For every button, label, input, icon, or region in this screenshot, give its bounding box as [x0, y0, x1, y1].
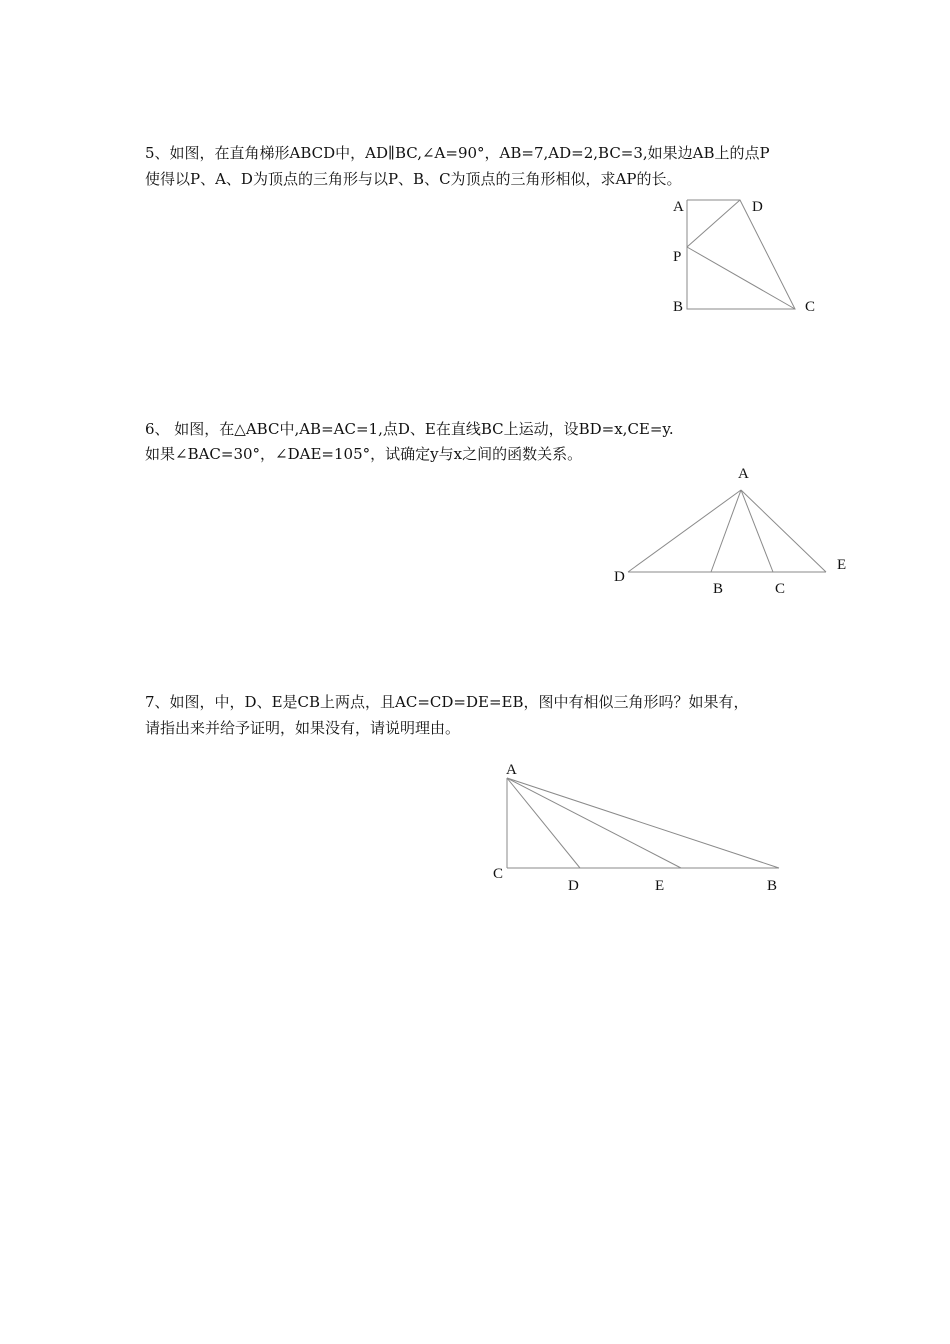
segment-AC — [741, 490, 773, 572]
fig6-label-E: E — [837, 557, 847, 573]
fig7-label-C: C — [493, 866, 504, 882]
problem-5-line-1: 5、如图，在直角梯形ABCD中，AD∥BC,∠A=90°，AB=7,AD=2,BC=3,如果边AB上的点P — [145, 144, 770, 162]
fig7-label-A: A — [506, 762, 517, 778]
fig5-label-P: P — [673, 249, 682, 265]
fig5-label-A: A — [673, 199, 684, 215]
trapezoid-outline — [687, 200, 795, 309]
fig6-label-B: B — [713, 581, 724, 597]
fig6-label-A: A — [738, 466, 749, 482]
fig6-label-D: D — [614, 569, 625, 585]
problem-6-line-1: 6、 如图，在△ABC中,AB=AC=1,点D、E在直线BC上运动，设BD=x,CE=y. — [145, 420, 674, 438]
segment-PD — [687, 200, 740, 247]
segment-AD — [628, 490, 741, 572]
fig7-label-E: E — [655, 878, 665, 894]
figure-6-triangle — [614, 466, 846, 597]
segment-AE — [507, 778, 681, 868]
fig5-label-B: B — [673, 299, 684, 315]
segment-AB — [711, 490, 741, 572]
problem-7-line-2: 请指出来并给予证明，如果没有，请说明理由。 — [145, 719, 461, 737]
figure-5-trapezoid — [673, 199, 815, 315]
problem-5-line-2: 使得以P、A、D为顶点的三角形与以P、B、C为顶点的三角形相似，求AP的长。 — [145, 170, 682, 188]
segment-AE — [741, 490, 826, 572]
problem-7-line-1: 7、如图，中，D、E是CB上两点，且AC=CD=DE=EB，图中有相似三角形吗？如果有， — [145, 693, 749, 711]
fig7-label-B: B — [767, 878, 778, 894]
segment-AB — [507, 778, 779, 868]
figure-7-triangle — [493, 762, 779, 894]
fig7-label-D: D — [568, 878, 579, 894]
fig5-label-C: C — [805, 299, 816, 315]
segment-AD — [507, 778, 580, 868]
fig5-label-D: D — [752, 199, 763, 215]
fig6-label-C: C — [775, 581, 786, 597]
problem-6-line-2: 如果∠BAC=30°，∠DAE=105°，试确定y与x之间的函数关系。 — [145, 445, 583, 463]
